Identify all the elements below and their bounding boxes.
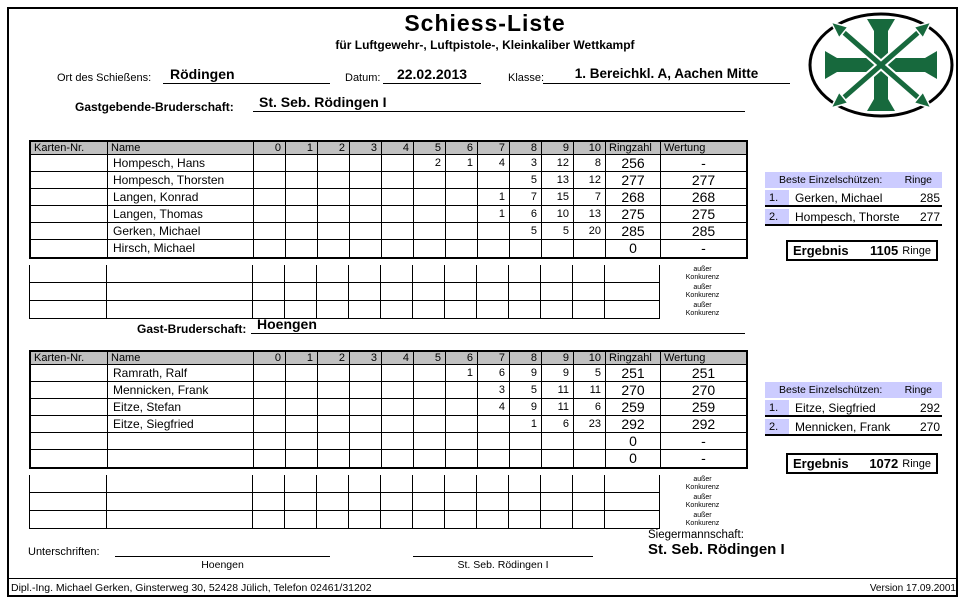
wertung-value: - (701, 155, 706, 171)
hit-count-cell (254, 155, 286, 171)
hit-count-cell (318, 223, 350, 239)
hit-count-cell (254, 433, 286, 449)
hit-count-cell (254, 172, 286, 188)
hit-count-cell (414, 189, 446, 205)
hit-count-cell (478, 433, 510, 449)
shooter-name (108, 433, 254, 449)
karten-cell (31, 206, 108, 222)
hit-count-cell (414, 382, 446, 398)
hit-count-cell (382, 189, 414, 205)
wertung-value: 259 (691, 399, 716, 415)
hit-count-cell (318, 365, 350, 381)
col-header-ringzahl: Ringzahl (606, 352, 661, 364)
signature-line-host (413, 556, 593, 557)
hit-count-cell (254, 382, 286, 398)
host-ergebnis-box: Ergebnis 1105 Ringe (786, 240, 938, 261)
ringzahl-value: 270 (606, 382, 661, 398)
hit-count-cell: 9 (510, 399, 542, 415)
hit-count-cell (254, 365, 286, 381)
hit-count-cell: 11 (574, 382, 606, 398)
karten-cell (31, 155, 108, 171)
shooter-name: Gerken, Michael (108, 223, 254, 239)
hit-count-cell (446, 433, 478, 449)
hit-count-cell: 9 (510, 365, 542, 381)
col-header-ring: 0 (254, 352, 286, 364)
hit-count-cell (446, 240, 478, 257)
karten-cell (31, 416, 108, 432)
hit-count-cell (542, 450, 574, 467)
hit-count-cell (350, 172, 382, 188)
col-header-ring: 2 (318, 352, 350, 364)
hit-count-cell (414, 399, 446, 415)
karten-cell (31, 365, 108, 381)
shooter-name: Eitze, Siegfried (108, 416, 254, 432)
signature-name-guest: Hoengen (201, 559, 244, 571)
hit-count-cell (318, 155, 350, 171)
best-shooter-ringe: 277 (919, 209, 940, 224)
hit-count-cell (318, 382, 350, 398)
hit-count-cell: 23 (574, 416, 606, 432)
best-shooter-rank: 2. (765, 419, 789, 434)
shooter-name: Langen, Thomas (108, 206, 254, 222)
hit-count-cell: 5 (510, 172, 542, 188)
hit-count-cell (286, 450, 318, 467)
guest-brotherhood-label: Gast-Bruderschaft: (137, 322, 247, 336)
col-header-ring: 0 (254, 142, 286, 154)
hit-count-cell (510, 450, 542, 467)
hit-count-cell (478, 240, 510, 257)
hit-count-cell: 11 (542, 382, 574, 398)
shooter-name (108, 450, 254, 467)
hit-count-cell (414, 365, 446, 381)
table-row (31, 365, 746, 382)
hit-count-cell (446, 206, 478, 222)
page-footer (9, 578, 958, 597)
table-row (31, 223, 746, 240)
shooter-name: Eitze, Stefan (108, 399, 254, 415)
hit-count-cell: 6 (510, 206, 542, 222)
hit-count-cell (318, 189, 350, 205)
hit-count-cell (254, 416, 286, 432)
hit-count-cell (286, 223, 318, 239)
hit-count-cell: 2 (414, 155, 446, 171)
best-shooter-ringe: 292 (919, 400, 940, 415)
best-shooter-row (765, 400, 942, 417)
best-shooter-row (765, 190, 942, 207)
guest-table-header-row (31, 352, 746, 365)
hit-count-cell: 10 (542, 206, 574, 222)
col-header-ring: 1 (286, 142, 318, 154)
hit-count-cell (446, 189, 478, 205)
ringzahl-value: 251 (606, 365, 661, 381)
shooter-name: Langen, Konrad (108, 189, 254, 205)
wertung-value: 275 (691, 206, 716, 222)
hit-count-cell (414, 223, 446, 239)
hit-count-cell (382, 382, 414, 398)
hit-count-cell (382, 416, 414, 432)
hit-count-cell (414, 206, 446, 222)
col-header-ring: 6 (446, 352, 478, 364)
page-subtitle: für Luftgewehr-, Luftpistole-, Kleinkaliber Wettkampf (335, 38, 635, 52)
hit-count-cell (286, 189, 318, 205)
hit-count-cell (254, 189, 286, 205)
col-header-ring: 9 (542, 352, 574, 364)
ausser-konkurrenz-note: außer Konkurenz (685, 512, 720, 527)
ringzahl-value: 277 (606, 172, 661, 188)
hit-count-cell: 1 (478, 206, 510, 222)
ringzahl-value: 292 (606, 416, 661, 432)
hit-count-cell (350, 206, 382, 222)
hit-count-cell (318, 433, 350, 449)
col-header-ring: 9 (542, 142, 574, 154)
hit-count-cell: 7 (574, 189, 606, 205)
best-shooter-rank: 1. (765, 190, 789, 205)
best-shooter-name: Hompesch, Thorste (795, 209, 900, 224)
table-row (31, 155, 746, 172)
karten-cell (31, 172, 108, 188)
signature-line-guest (115, 556, 330, 557)
shooter-name: Ramrath, Ralf (108, 365, 254, 381)
hit-count-cell (350, 450, 382, 467)
hit-count-cell (286, 365, 318, 381)
hit-count-cell (254, 240, 286, 257)
brotherhood-crest-logo (805, 10, 957, 120)
hit-count-cell (318, 399, 350, 415)
col-header-ring: 7 (478, 352, 510, 364)
col-header-ring: 4 (382, 352, 414, 364)
table-row (31, 399, 746, 416)
best-shooter-name: Eitze, Siegfried (795, 400, 876, 415)
ort-label: Ort des Schießens: (57, 72, 152, 84)
ringzahl-value: 268 (606, 189, 661, 205)
ringzahl-value: 256 (606, 155, 661, 171)
hit-count-cell: 1 (446, 365, 478, 381)
ausser-konkurrenz-note: außer Konkurenz (685, 476, 720, 491)
hit-count-cell: 15 (542, 189, 574, 205)
hit-count-cell: 5 (510, 382, 542, 398)
hit-count-cell (286, 206, 318, 222)
hit-count-cell (510, 433, 542, 449)
hit-count-cell (350, 240, 382, 257)
hit-count-cell (382, 240, 414, 257)
col-header-ring: 2 (318, 142, 350, 154)
ringzahl-value: 0 (606, 240, 661, 257)
hit-count-cell (286, 240, 318, 257)
best-shooter-ringe: 270 (919, 419, 940, 434)
hit-count-cell (254, 206, 286, 222)
col-header-ring: 1 (286, 352, 318, 364)
hit-count-cell (446, 172, 478, 188)
hit-count-cell (318, 240, 350, 257)
klasse-field: 1. Bereichkl. A, Aachen Mitte (543, 64, 790, 84)
hit-count-cell (318, 172, 350, 188)
guest-best-shooters-panel (765, 382, 942, 436)
hit-count-cell: 9 (542, 365, 574, 381)
col-header-ring: 5 (414, 142, 446, 154)
hit-count-cell (414, 416, 446, 432)
hit-count-cell: 1 (446, 155, 478, 171)
signature-name-host: St. Seb. Rödingen I (457, 559, 549, 571)
host-brotherhood-field: St. Seb. Rödingen I (253, 92, 745, 112)
shooter-name: Hompesch, Hans (108, 155, 254, 171)
wertung-value: - (701, 450, 706, 466)
col-header-ring: 8 (510, 352, 542, 364)
hit-count-cell (254, 223, 286, 239)
col-header-name: Name (108, 352, 254, 364)
hit-count-cell: 12 (574, 172, 606, 188)
hit-count-cell (542, 433, 574, 449)
hit-count-cell (382, 433, 414, 449)
best-shooters-header: Beste Einzelschützen: Ringe (765, 382, 942, 398)
col-header-ring: 5 (414, 352, 446, 364)
best-shooters-header: Beste Einzelschützen: Ringe (765, 172, 942, 188)
wertung-value: 277 (691, 172, 716, 188)
table-row (31, 433, 746, 450)
karten-cell (31, 450, 108, 467)
hit-count-cell (542, 240, 574, 257)
hit-count-cell (318, 416, 350, 432)
hit-count-cell (254, 399, 286, 415)
hit-count-cell (478, 223, 510, 239)
hit-count-cell: 5 (510, 223, 542, 239)
table-row (31, 450, 746, 467)
host-brotherhood-label: Gastgebende-Bruderschaft: (75, 100, 234, 114)
hit-count-cell (318, 450, 350, 467)
hit-count-cell: 8 (574, 155, 606, 171)
col-header-ring: 10 (574, 142, 606, 154)
host-extra-rows (29, 265, 745, 319)
ringzahl-value: 0 (606, 433, 661, 449)
hit-count-cell: 4 (478, 399, 510, 415)
ausser-konkurrenz-note: außer Konkurenz (685, 266, 720, 281)
table-row (31, 206, 746, 223)
hit-count-cell (574, 433, 606, 449)
col-header-karten: Karten-Nr. (31, 142, 108, 154)
wertung-value: 292 (691, 416, 716, 432)
extra-row (29, 265, 745, 283)
footer-author: Dipl.-Ing. Michael Gerken, Ginsterweg 30, 52428 Jülich, Telefon 02461/31202 (11, 582, 372, 594)
best-shooter-row (765, 209, 942, 226)
hit-count-cell: 3 (478, 382, 510, 398)
hit-count-cell (286, 399, 318, 415)
host-best-shooters-panel (765, 172, 942, 226)
guest-brotherhood-field: Hoengen (251, 314, 745, 334)
ausser-konkurrenz-note: außer Konkurenz (685, 302, 720, 317)
karten-cell (31, 399, 108, 415)
karten-cell (31, 189, 108, 205)
hit-count-cell (446, 223, 478, 239)
extra-row (29, 475, 745, 493)
best-shooter-row (765, 419, 942, 436)
shooter-name: Hirsch, Michael (108, 240, 254, 257)
ausser-konkurrenz-note: außer Konkurenz (685, 284, 720, 299)
best-shooter-ringe: 285 (919, 190, 940, 205)
hit-count-cell (350, 155, 382, 171)
hit-count-cell: 20 (574, 223, 606, 239)
shooter-name: Mennicken, Frank (108, 382, 254, 398)
extra-row (29, 283, 745, 301)
table-row (31, 240, 746, 257)
col-header-ring: 4 (382, 142, 414, 154)
col-header-wertung: Wertung (664, 142, 706, 154)
hit-count-cell: 11 (542, 399, 574, 415)
hit-count-cell (382, 399, 414, 415)
klasse-label: Klasse: (508, 72, 545, 84)
ausser-konkurrenz-note: außer Konkurenz (685, 494, 720, 509)
hit-count-cell (446, 416, 478, 432)
wertung-value: 270 (691, 382, 716, 398)
hit-count-cell: 7 (510, 189, 542, 205)
ringzahl-value: 285 (606, 223, 661, 239)
hit-count-cell (350, 189, 382, 205)
best-shooter-rank: 2. (765, 209, 789, 224)
col-header-ring: 6 (446, 142, 478, 154)
signatures-label: Unterschriften: (28, 546, 100, 558)
table-row (31, 416, 746, 433)
shooter-name: Hompesch, Thorsten (108, 172, 254, 188)
hit-count-cell (478, 172, 510, 188)
best-shooter-name: Gerken, Michael (795, 190, 883, 205)
hit-count-cell (574, 450, 606, 467)
host-table-header-row (31, 142, 746, 155)
ringzahl-value: 275 (606, 206, 661, 222)
hit-count-cell: 13 (574, 206, 606, 222)
hit-count-cell (446, 382, 478, 398)
hit-count-cell (350, 382, 382, 398)
best-shooter-name: Mennicken, Frank (795, 419, 891, 434)
hit-count-cell: 13 (542, 172, 574, 188)
ringzahl-value: 259 (606, 399, 661, 415)
hit-count-cell: 12 (542, 155, 574, 171)
wertung-value: 268 (691, 189, 716, 205)
guest-ergebnis-box: Ergebnis 1072 Ringe (786, 453, 938, 474)
hit-count-cell (414, 433, 446, 449)
col-header-ring: 7 (478, 142, 510, 154)
hit-count-cell (382, 365, 414, 381)
hit-count-cell (382, 450, 414, 467)
winner-team-value: St. Seb. Rödingen I (648, 541, 785, 558)
col-header-karten: Karten-Nr. (31, 352, 108, 364)
col-header-ring: 8 (510, 142, 542, 154)
table-row (31, 382, 746, 399)
karten-cell (31, 223, 108, 239)
col-header-ring: 3 (350, 352, 382, 364)
hit-count-cell: 4 (478, 155, 510, 171)
hit-count-cell (478, 416, 510, 432)
hit-count-cell: 6 (542, 416, 574, 432)
hit-count-cell: 5 (574, 365, 606, 381)
host-results-table (29, 140, 748, 259)
hit-count-cell: 3 (510, 155, 542, 171)
hit-count-cell: 6 (574, 399, 606, 415)
col-header-ringzahl: Ringzahl (606, 142, 661, 154)
wertung-value: 251 (691, 365, 716, 381)
hit-count-cell (446, 399, 478, 415)
hit-count-cell: 1 (478, 189, 510, 205)
wertung-value: 285 (691, 223, 716, 239)
extra-row (29, 493, 745, 511)
hit-count-cell (286, 172, 318, 188)
hit-count-cell (318, 206, 350, 222)
hit-count-cell (286, 382, 318, 398)
hit-count-cell (382, 206, 414, 222)
hit-count-cell (286, 155, 318, 171)
hit-count-cell (254, 450, 286, 467)
hit-count-cell (382, 172, 414, 188)
hit-count-cell: 6 (478, 365, 510, 381)
ort-field: Rödingen (163, 64, 330, 84)
hit-count-cell (414, 240, 446, 257)
hit-count-cell (350, 416, 382, 432)
table-row (31, 172, 746, 189)
table-row (31, 189, 746, 206)
winner-team-label: Siegermannschaft: (648, 529, 744, 541)
karten-cell (31, 382, 108, 398)
hit-count-cell: 5 (542, 223, 574, 239)
guest-extra-rows (29, 475, 745, 529)
karten-cell (31, 433, 108, 449)
col-header-wertung: Wertung (664, 352, 706, 364)
wertung-value: - (701, 433, 706, 449)
footer-version: Version 17.09.2001 (869, 582, 956, 594)
hit-count-cell (574, 240, 606, 257)
hit-count-cell (414, 450, 446, 467)
hit-count-cell (382, 155, 414, 171)
hit-count-cell (350, 433, 382, 449)
hit-count-cell (286, 433, 318, 449)
hit-count-cell (286, 416, 318, 432)
col-header-name: Name (108, 142, 254, 154)
karten-cell (31, 240, 108, 257)
page-title: Schiess-Liste (404, 10, 566, 36)
guest-results-table (29, 350, 748, 469)
hit-count-cell (350, 365, 382, 381)
hit-count-cell (478, 450, 510, 467)
hit-count-cell (350, 223, 382, 239)
datum-field: 22.02.2013 (383, 64, 481, 84)
best-shooter-rank: 1. (765, 400, 789, 415)
col-header-ring: 3 (350, 142, 382, 154)
wertung-value: - (701, 240, 706, 256)
hit-count-cell (350, 399, 382, 415)
hit-count-cell: 1 (510, 416, 542, 432)
hit-count-cell (382, 223, 414, 239)
hit-count-cell (446, 450, 478, 467)
col-header-ring: 10 (574, 352, 606, 364)
datum-label: Datum: (345, 72, 381, 84)
hit-count-cell (414, 172, 446, 188)
extra-row (29, 511, 745, 529)
hit-count-cell (510, 240, 542, 257)
ringzahl-value: 0 (606, 450, 661, 467)
